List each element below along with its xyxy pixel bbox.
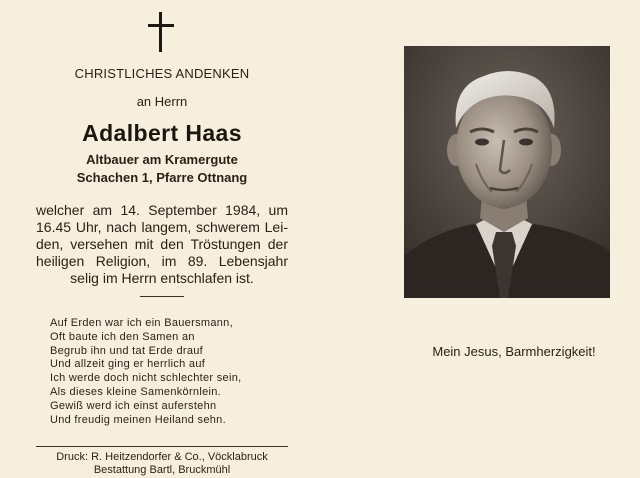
poem-line: Und freudig meinen Heiland sehn. — [50, 413, 226, 426]
caption: Mein Jesus, Barmherzigkeit! — [432, 344, 596, 359]
obituary-line: welcher am 14. September 1984, um — [36, 202, 288, 218]
poem-line: Begrub ihn und tat Erde drauf — [50, 344, 204, 357]
cross-icon — [148, 12, 174, 52]
portrait-photo — [404, 46, 610, 298]
poem-line: Und allzeit ging er herrlich auf — [50, 358, 206, 371]
poem-line: Auf Erden war ich ein Bauersmann, — [50, 317, 233, 329]
divider — [140, 296, 184, 297]
occupation: Altbauer am Kramergute — [86, 152, 238, 167]
poem-line: Oft baute ich den Samen an — [50, 330, 195, 343]
imprint-line: Bestattung Bartl, Bruckmühl — [93, 464, 231, 476]
poem-line: Als dieses kleine Samenkörnlein. — [50, 385, 222, 398]
poem-line: Ich werde doch nicht schlechter sein, — [50, 372, 242, 385]
obituary-line: 16.45 Uhr, nach langem, schwerem Lei- — [36, 219, 288, 235]
poem — [50, 317, 290, 427]
heading: CHRISTLICHES ANDENKEN — [74, 66, 250, 81]
poem-line: Gewiß werd ich einst auferstehn — [50, 399, 217, 412]
left-panel — [36, 0, 298, 478]
salutation: an Herrn — [136, 94, 188, 109]
deceased-name: Adalbert Haas — [82, 120, 242, 146]
obituary-line: selig im Herrn entschlafen ist. — [70, 270, 254, 286]
divider — [36, 446, 288, 447]
obituary-line: heiligen Religion, im 89. Lebensjahr — [36, 253, 288, 269]
imprint-line: Druck: R. Heitzendorfer & Co., Vöcklabruck — [56, 451, 268, 463]
address: Schachen 1, Pfarre Ottnang — [76, 170, 248, 185]
obituary-text — [36, 202, 288, 287]
printer-imprint — [36, 451, 288, 477]
obituary-line: den, versehen mit den Tröstungen der — [36, 236, 288, 252]
